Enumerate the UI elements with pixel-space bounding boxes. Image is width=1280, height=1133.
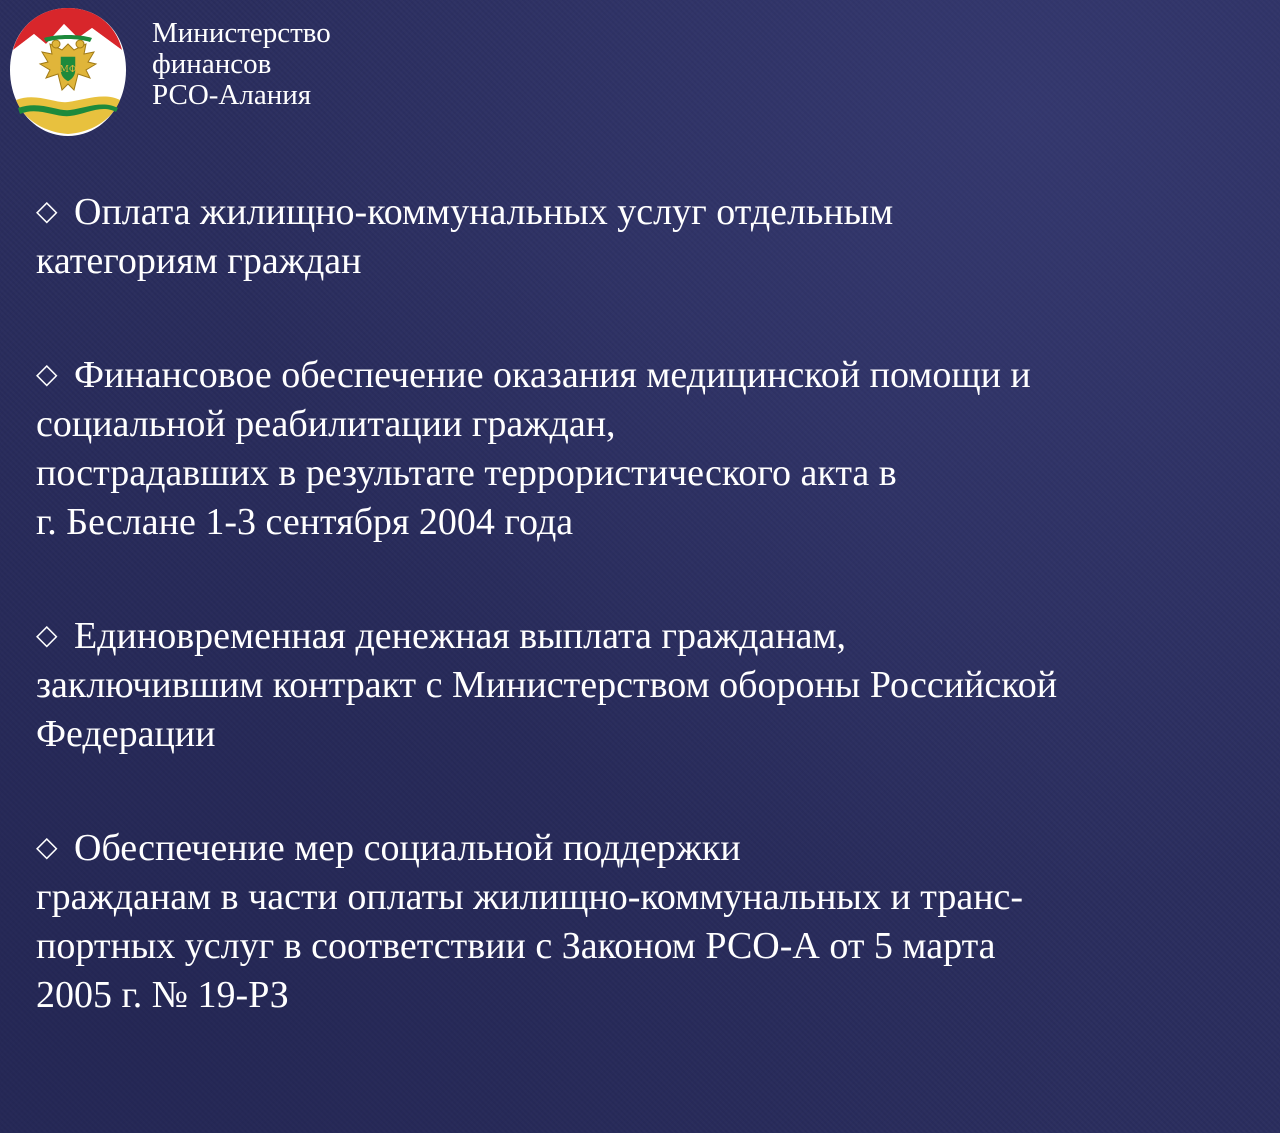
list-item [36,610,1246,759]
ministry-name-line: РСО-Алания [152,79,312,111]
diamond-bullet-icon: ◇ [36,357,58,390]
header [6,4,331,140]
item-line: гражданам в части оплаты жилищно-коммунальных и транс- [36,876,1024,918]
diamond-bullet-icon: ◇ [36,618,58,651]
item-line: категориям граждан [36,240,362,282]
item-text: Обеспечение мер социальной поддержки [74,827,741,869]
list-item [36,822,1246,1020]
item-text: Единовременная денежная выплата гражданам, [74,615,847,657]
ministry-name-line: финансов [152,48,272,80]
item-line: портных услуг в соответствии с Законом РСО-А от 5 марта [36,925,996,967]
item-text: Оплата жилищно-коммунальных услуг отдельным [74,191,894,233]
item-line: пострадавших в результате террористического акта в [36,452,897,494]
item-line: Федерации [36,713,216,755]
items-list [36,186,1246,1083]
item-line: заключившим контракт с Министерством обороны Российской [36,664,1058,706]
ministry-name-line: Министерство [152,17,331,49]
item-line: 2005 г. № 19-РЗ [36,974,289,1016]
item-line [36,610,1246,661]
svg-text:МФ: МФ [59,65,77,75]
item-line [36,186,1246,237]
item-line [36,349,1246,400]
diamond-bullet-icon: ◇ [36,830,58,863]
item-text: Финансовое обеспечение оказания медицинской помощи и [74,354,1031,396]
item-line [36,822,1246,873]
diamond-bullet-icon: ◇ [36,194,58,227]
item-line: г. Беслане 1-3 сентября 2004 года [36,501,574,543]
ministry-emblem-icon [6,4,130,140]
list-item [36,349,1246,547]
ministry-name [152,18,331,111]
list-item [36,186,1246,286]
item-line: социальной реабилитации граждан, [36,403,616,445]
